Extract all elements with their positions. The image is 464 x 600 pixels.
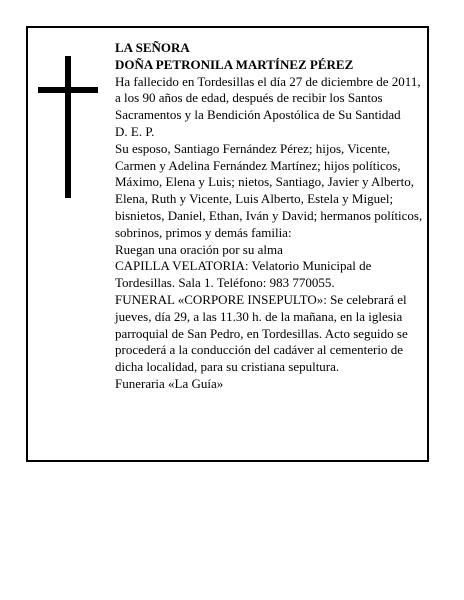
death-announcement: Ha fallecido en Tordesillas el día 27 de diciembre de 2011, a los 90 años de edad, después de recibir los Santos Sacramentos y la Bendición Apostólica de Su Santidad xyxy=(115,73,421,123)
prayer-request: Ruegan una oración por su alma xyxy=(115,241,283,257)
dep-line: D. E. P. xyxy=(115,123,155,139)
cross-vertical-bar xyxy=(65,56,71,198)
wake-chapel-info: CAPILLA VELATORIA: Velatorio Municipal de Tordesillas. Sala 1. Teléfono: 983 770055. xyxy=(115,258,372,291)
deceased-name: DOÑA PETRONILA MARTÍNEZ PÉREZ xyxy=(115,56,354,72)
cross-horizontal-bar xyxy=(38,87,98,93)
latin-cross-icon xyxy=(38,56,98,198)
family-list: Su esposo, Santiago Fernández Pérez; hijos, Vicente, Carmen y Adelina Fernández Martínez; hijos políticos, Máximo, Elena y Luis; nietos, Santiago, Javier y Alberto, Elena, Ruth y Vicente, Luis Alberto, Estela y Miguel; bisnietos, Daniel, Ethan, Iván y David; hermanos políticos, sobrinos, primos y demás familia: xyxy=(115,140,423,240)
obituary-notice-frame xyxy=(26,26,429,462)
funeral-home: Funeraria «La Guía» xyxy=(115,375,224,391)
notice-heading: LA SEÑORA xyxy=(115,40,190,55)
funeral-info: FUNERAL «CORPORE INSEPULTO»: Se celebrará el jueves, día 29, a las 11.30 h. de la mañana, en la iglesia parroquial de San Pedro, en Tordesillas. Acto seguido se procederá a la conducción del cadáver al cementerio de dicha localidad, para su cristiana sepultura. xyxy=(115,291,408,375)
notice-text-column xyxy=(115,40,425,393)
